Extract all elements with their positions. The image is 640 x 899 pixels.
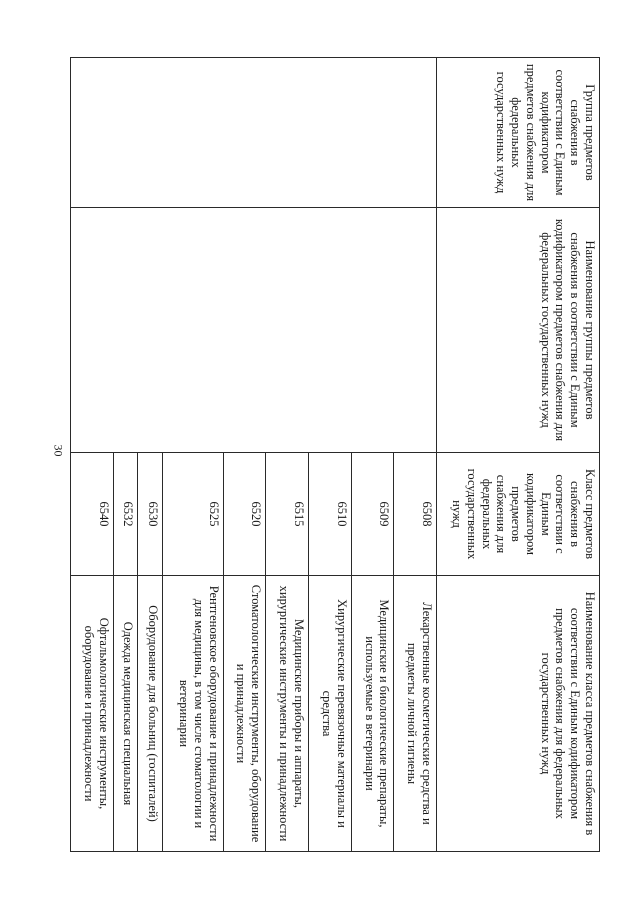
header-class-code: Класс предметов снабжения в соответствии с Единым кодификатором предметов снабжения для федеральных государственных нужд xyxy=(437,453,600,576)
class-code-cell: 6520 xyxy=(223,453,266,576)
table-row xyxy=(394,58,437,852)
page-number: 30 xyxy=(51,444,66,457)
class-code-cell: 6510 xyxy=(308,453,351,576)
class-name-cell: Оборудование для больниц (госпиталей) xyxy=(138,576,162,852)
class-code-cell: 6532 xyxy=(113,453,137,576)
class-name-cell: Медицинские и биологические препараты, используемые в ветеринарии xyxy=(351,576,394,852)
class-name-cell: Хирургические перевязочные материалы и средства xyxy=(308,576,351,852)
class-name-cell: Стоматологические инструменты, оборудование и принадлежности xyxy=(223,576,266,852)
class-code-cell: 6525 xyxy=(162,453,223,576)
table-header-row xyxy=(437,58,600,852)
class-name-cell: Рентгеновское оборудование и принадлежности для медицины, в том числе стоматологии и ветеринарии xyxy=(162,576,223,852)
class-name-cell: Лекарственные косметические средства и предметы личной гигиены xyxy=(394,576,437,852)
class-code-cell: 6530 xyxy=(138,453,162,576)
class-code-cell: 6509 xyxy=(351,453,394,576)
class-code-cell: 6508 xyxy=(394,453,437,576)
header-group: Группа предметов снабжения в соответствии с Единым кодификатором предметов снабжения для федеральных государственных нужд xyxy=(437,58,600,208)
class-name-cell: Медицинские приборы и аппараты, хирургические инструменты и принадлежности xyxy=(266,576,309,852)
header-group-name: Наименование группы предметов снабжения в соответствии с Единым кодификатором предметов снабжения для федеральных государственных нужд xyxy=(437,208,600,453)
rotated-table-frame xyxy=(70,57,600,851)
class-name-cell: Одежда медицинская специальная xyxy=(113,576,137,852)
header-class-name: Наименование класса предметов снабжения в соответствии с Единым кодификатором предметов снабжения для федеральных государственных нужд xyxy=(437,576,600,852)
class-code-cell: 6515 xyxy=(266,453,309,576)
class-code-cell: 6540 xyxy=(71,453,114,576)
group-name-cell xyxy=(71,208,437,453)
supply-classes-table xyxy=(70,57,600,852)
group-cell xyxy=(71,58,437,208)
class-name-cell: Офтальмологические инструменты, оборудование и принадлежности xyxy=(71,576,114,852)
